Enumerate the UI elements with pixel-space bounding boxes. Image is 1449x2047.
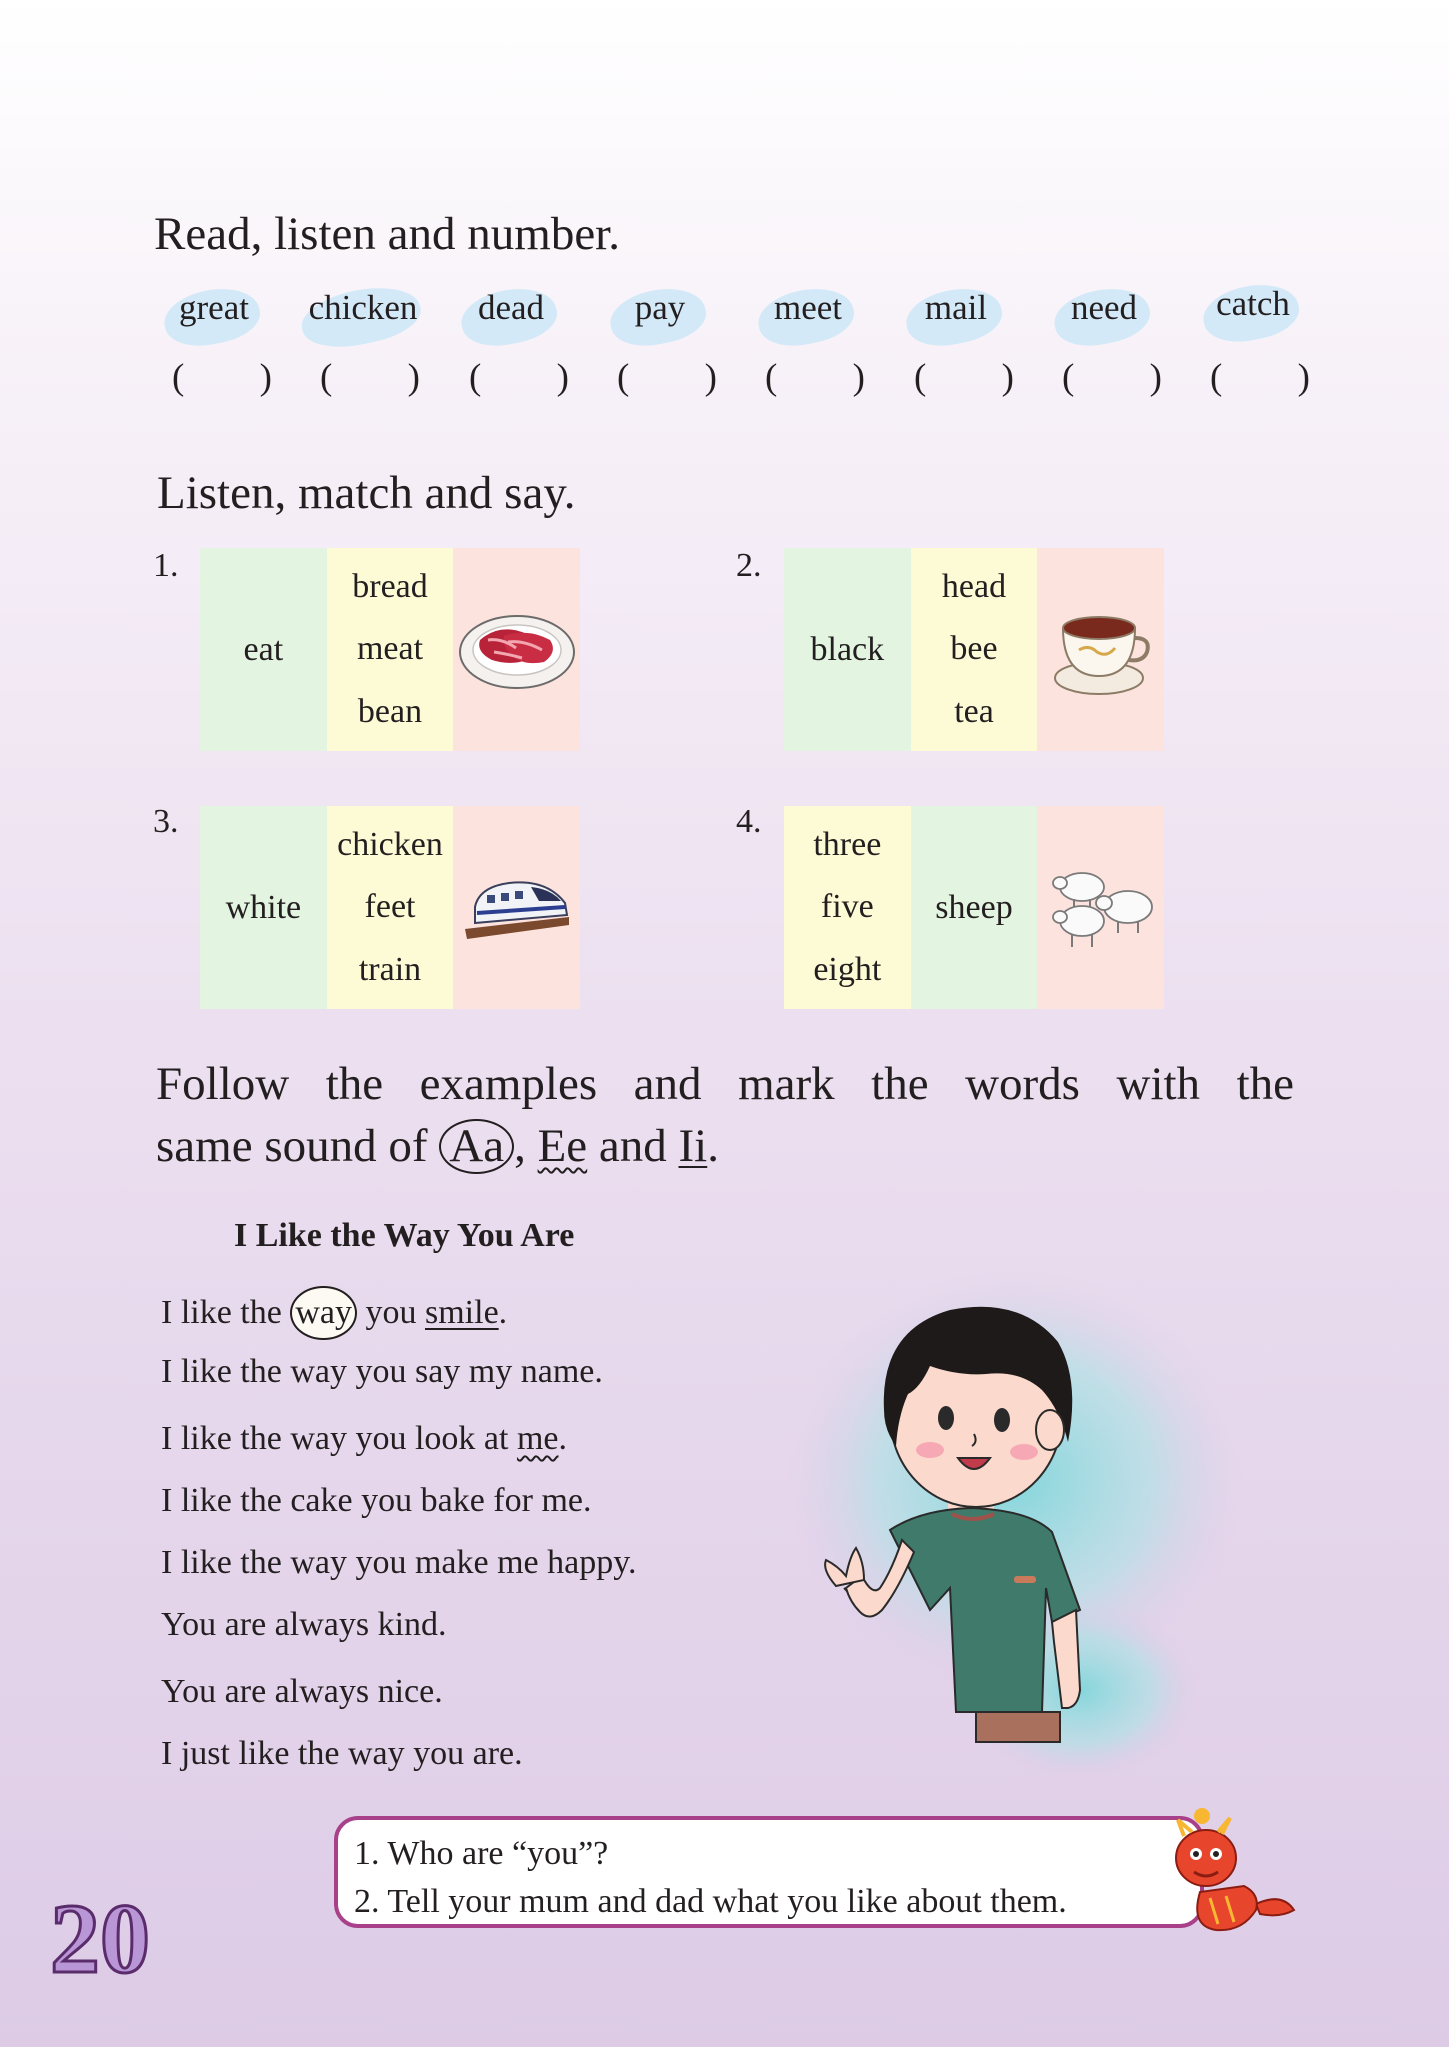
- match-card-3: [200, 806, 580, 1009]
- match-word[interactable]: chicken: [337, 826, 443, 864]
- poem-line-6[interactable]: You are always kind.: [161, 1606, 447, 1643]
- dragon-mascot-icon: [1160, 1806, 1300, 1936]
- teacup-picture: [1037, 548, 1164, 751]
- listen-match-say-heading: Listen, match and say.: [157, 467, 576, 519]
- match-card-1: [200, 548, 580, 751]
- aa-circled-example: Aa: [439, 1119, 514, 1174]
- train-picture: [453, 806, 580, 1009]
- match-word[interactable]: bread: [352, 568, 428, 606]
- match-word[interactable]: three: [813, 826, 882, 864]
- item-number-3: 3.: [153, 803, 179, 840]
- match-word[interactable]: meat: [356, 630, 424, 668]
- poem-line-1: I like the way you smile.: [161, 1286, 507, 1340]
- match-word[interactable]: five: [820, 888, 874, 926]
- ee-wavy-example: Ee: [537, 1120, 588, 1172]
- poem-line-3[interactable]: I like the way you look at me.: [161, 1420, 568, 1457]
- read-listen-number-heading: Read, listen and number.: [154, 208, 620, 260]
- answer-bracket-3[interactable]: ( ): [469, 357, 569, 398]
- answer-bracket-8[interactable]: ( ): [1210, 357, 1310, 398]
- match-word[interactable]: eight: [813, 950, 882, 988]
- answer-bracket-6[interactable]: ( ): [914, 357, 1014, 398]
- word-dead: dead: [451, 288, 571, 328]
- answer-bracket-2[interactable]: ( ): [320, 357, 420, 398]
- svg-text:20: 20: [50, 1892, 150, 1982]
- match-card-4: [784, 806, 1164, 1009]
- word-great: great: [154, 288, 274, 328]
- poem-title: I Like the Way You Are: [234, 1217, 575, 1254]
- poem-line-8[interactable]: I just like the way you are.: [161, 1735, 523, 1772]
- left-word: white: [200, 806, 327, 1009]
- question-1: 1. Who are “you”?: [354, 1835, 609, 1872]
- word-column: [327, 548, 454, 751]
- match-word[interactable]: bee: [950, 630, 998, 668]
- word-catch: catch: [1193, 284, 1313, 324]
- match-word[interactable]: bean: [357, 692, 423, 730]
- word-column: [784, 806, 911, 1009]
- answer-bracket-7[interactable]: ( ): [1062, 357, 1162, 398]
- word-need: need: [1044, 288, 1164, 328]
- poem-line-4[interactable]: I like the cake you bake for me.: [161, 1482, 592, 1519]
- me-wavy-example: me: [516, 1420, 559, 1457]
- page-number: [48, 1892, 188, 1982]
- match-word[interactable]: train: [358, 950, 422, 988]
- word-mail: mail: [896, 288, 1016, 328]
- word-column: [327, 806, 454, 1009]
- left-word: black: [784, 548, 911, 751]
- match-word[interactable]: head: [941, 568, 1007, 606]
- poem-line-7[interactable]: You are always nice.: [161, 1673, 443, 1710]
- word-column: [911, 548, 1038, 751]
- answer-bracket-5[interactable]: ( ): [765, 357, 865, 398]
- question-2: 2. Tell your mum and dad what you like about them.: [354, 1883, 1067, 1920]
- word-chicken: chicken: [303, 288, 423, 328]
- item-number-4: 4.: [736, 803, 762, 840]
- answer-bracket-1[interactable]: ( ): [172, 357, 272, 398]
- boy-illustration: [780, 1270, 1250, 1790]
- right-word: sheep: [911, 806, 1038, 1009]
- match-word[interactable]: tea: [954, 692, 994, 730]
- sheep-picture: [1037, 806, 1164, 1009]
- way-circled-example: way: [290, 1286, 357, 1340]
- word-meet: meet: [748, 288, 868, 328]
- answer-bracket-4[interactable]: ( ): [617, 357, 717, 398]
- smile-underlined-example: smile: [425, 1294, 499, 1331]
- item-number-1: 1.: [153, 547, 179, 584]
- ii-underlined-example: Ii: [678, 1120, 708, 1172]
- follow-examples-heading: Follow the examples and mark the words with the same sound of Aa , Ee and Ii.: [156, 1058, 1294, 1172]
- poem-line-2[interactable]: I like the way you say my name.: [161, 1353, 603, 1390]
- left-word: eat: [200, 548, 327, 751]
- match-card-2: [784, 548, 1164, 751]
- meat-plate-picture: [453, 548, 580, 751]
- match-word[interactable]: feet: [364, 888, 416, 926]
- question-box: [334, 1816, 1204, 1928]
- poem-line-5[interactable]: I like the way you make me happy.: [161, 1544, 637, 1581]
- word-pay: pay: [600, 288, 720, 328]
- item-number-2: 2.: [736, 547, 762, 584]
